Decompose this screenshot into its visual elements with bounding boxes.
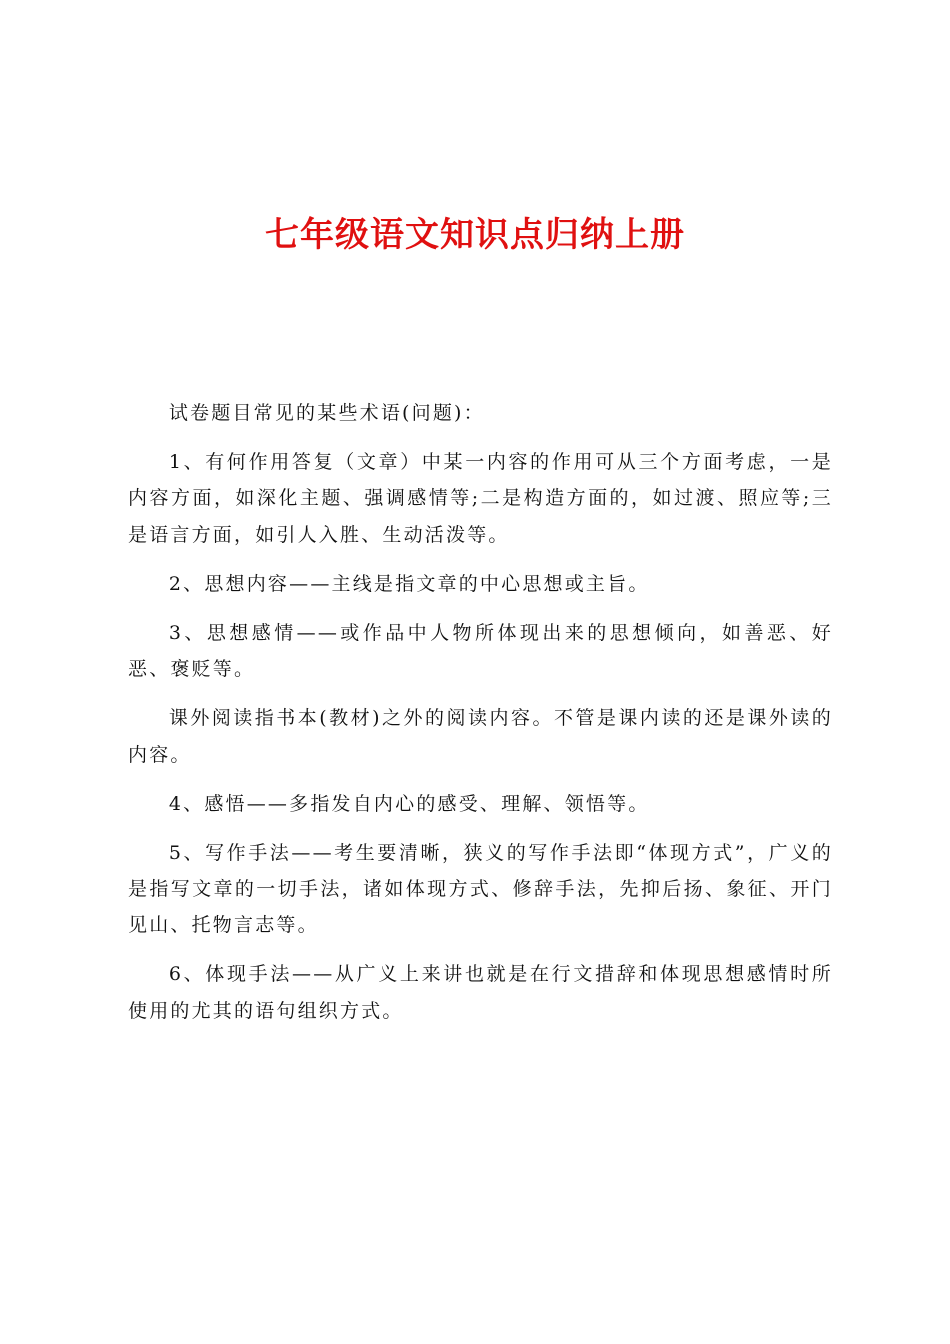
paragraph-item-1: 1、有何作用答复（文章）中某一内容的作用可从三个方面考虑，一是内容方面，如深化主题、强调感情等;二是构造方面的，如过渡、照应等;三是语言方面，如引人入胜、生动活泼等。 xyxy=(128,451,833,546)
paragraph-extracurricular: 课外阅读指书本(教材)之外的阅读内容。不管是课内读的还是课外读的内容。 xyxy=(128,707,833,766)
paragraph-terms-intro: 试卷题目常见的某些术语(问题)： xyxy=(168,402,485,424)
paragraph-item-6: 6、体现手法——从广义上来讲也就是在行文措辞和体现思想感情时所使用的尤其的语句组织方式。 xyxy=(128,963,833,1022)
paragraph-item-4: 4、感悟——多指发自内心的感受、理解、领悟等。 xyxy=(168,792,650,815)
paragraph-item-5: 5、写作手法——考生要清晰，狭义的写作手法即“体现方式”，广义的是指写文章的一切手法，诸如体现方式、修辞手法，先抑后扬、象征、开门见山、托物言志等。 xyxy=(128,841,833,937)
document-title: 七年级语文知识点归纳上册 xyxy=(265,215,685,255)
paragraph-item-3: 3、思想感情——或作品中人物所体现出来的思想倾向，如善恶、好恶、褒贬等。 xyxy=(128,621,833,681)
document-body xyxy=(128,395,833,1042)
paragraph-item-2: 2、思想内容——主线是指文章的中心思想或主旨。 xyxy=(168,572,650,595)
